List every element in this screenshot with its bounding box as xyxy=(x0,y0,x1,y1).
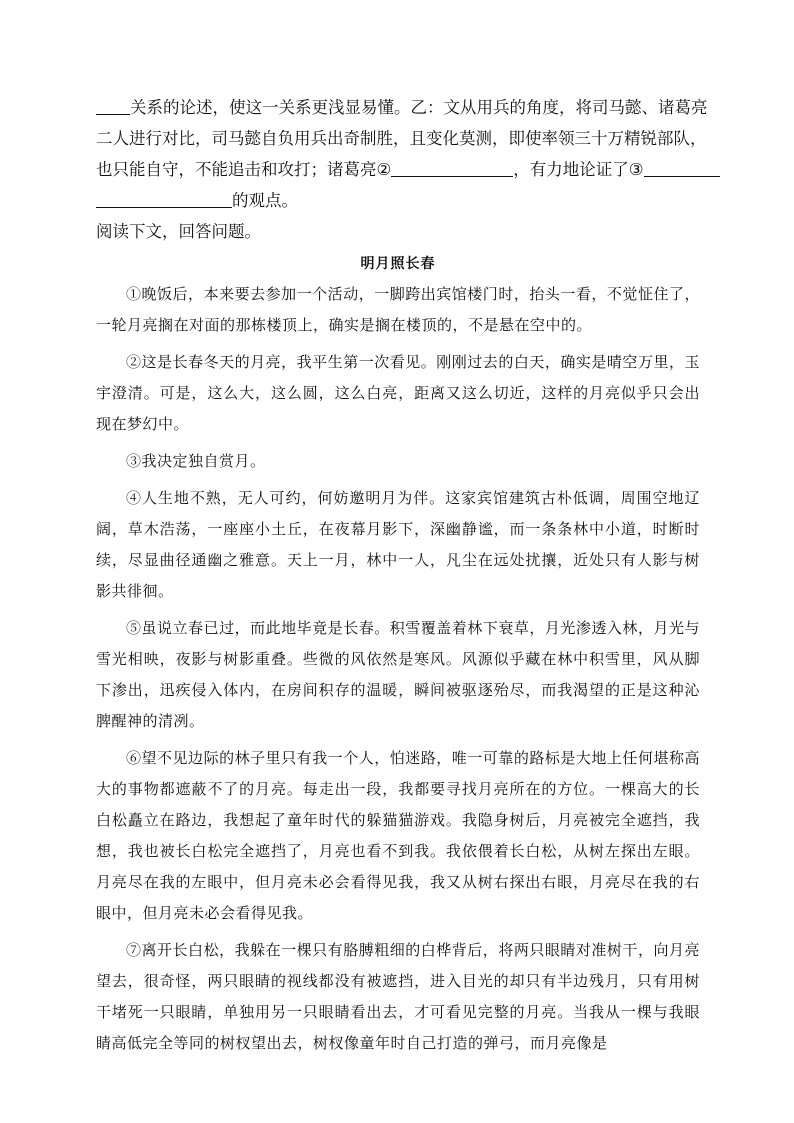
answer-text-line-3: 也只能自守，不能追击和攻打；诸葛亮② ，有力地论证了③ xyxy=(96,154,700,185)
answer-blank-2 xyxy=(391,160,513,178)
article-title: 明月照长春 xyxy=(360,256,436,272)
answer-blank-3-continued xyxy=(96,191,232,209)
answer-text-line-4: 的观点。 xyxy=(96,185,700,216)
document-page xyxy=(96,92,708,1065)
article-paragraph-3: ③我决定独自赏月。 xyxy=(126,452,266,470)
article-paragraph-4: ④人生地不熟，无人可约，何妨邀明月为伴。这家宾馆建筑古朴低调，周围空地辽阔，草木浩荡，一座座小土丘，在夜幕月影下，深幽静谧，而一条条林中小道，时断时续，尽显曲径通幽之雅意。天上一月，林中一人，凡尘在远处扰攘，近处只有人影与树影共徘徊。 xyxy=(96,489,700,600)
article-paragraph-6: ⑥望不见边际的林子里只有我一个人，怕迷路，唯一可靠的路标是大地上任何堪称高大的事物都遮蔽不了的月亮。每走出一段，我都要寻找月亮所在的方位。一棵高大的长白松矗立在路边，我想起了童年时代的躲猫猫游戏。我隐身树后，月亮被完全遮挡，我想，我也被长白松完全遮挡了，月亮也看不到我。我依偎着长白松，从树左探出左眼。月亮尽在我的左眼中，但月亮未必会看得见我，我又从树右探出右眼，月亮尽在我的右眼中，但月亮未必会看得见我。 xyxy=(96,749,700,922)
answer-blank-3 xyxy=(644,160,720,178)
reading-directive: 阅读下文，回答问题。 xyxy=(96,222,261,241)
article-paragraph-1: ①晚饭后，本来要去参加一个活动，一脚跨出宾馆楼门时，抬头一看，不觉怔住了，一轮月亮搁在对面的那栋楼顶上，确实是搁在楼顶的，不是悬在空中的。 xyxy=(96,285,700,334)
article-paragraph-5: ⑤虽说立春已过，而此地毕竟是长春。积雪覆盖着林下衰草，月光渗透入林，月光与雪光相映，夜影与树影重叠。些微的风依然是寒风。风源似乎藏在林中积雪里，风从脚下渗出，迅疾侵入体内，在房间积存的温暖，瞬间被驱逐殆尽，而我渴望的正是这种沁脾醒神的清冽。 xyxy=(96,619,700,730)
article-paragraph-7: ⑦离开长白松，我躲在一棵只有胳膊粗细的白桦背后，将两只眼睛对准树干，向月亮望去，很奇怪，两只眼睛的视线都没有被遮挡，进入目光的却只有半边残月，只有用树干堵死一只眼睛，单独用另一只眼睛看出去，才可看见完整的月亮。当我从一棵与我眼睛高低完全等同的树杈望出去，树杈像童年时自己打造的弹弓，而月亮像是 xyxy=(96,941,700,1052)
answer-text-line-1: 关系的论述，使这一关系更浅显易懂。乙：文从用兵的角度，将司马懿、诸葛亮 xyxy=(96,92,700,123)
answer-text-line-2: 二人进行对比，司马懿自负用兵出奇制胜，且变化莫测，即使率领三十万精锐部队， xyxy=(96,129,707,148)
answer-blank-1 xyxy=(96,98,130,116)
article-paragraph-2: ②这是长春冬天的月亮，我平生第一次看见。刚刚过去的白天，确实是晴空万里，玉宇澄清。可是，这么大，这么圆，这么白亮，距离又这么切近，这样的月亮似乎只会出现在梦幻中。 xyxy=(96,353,700,433)
